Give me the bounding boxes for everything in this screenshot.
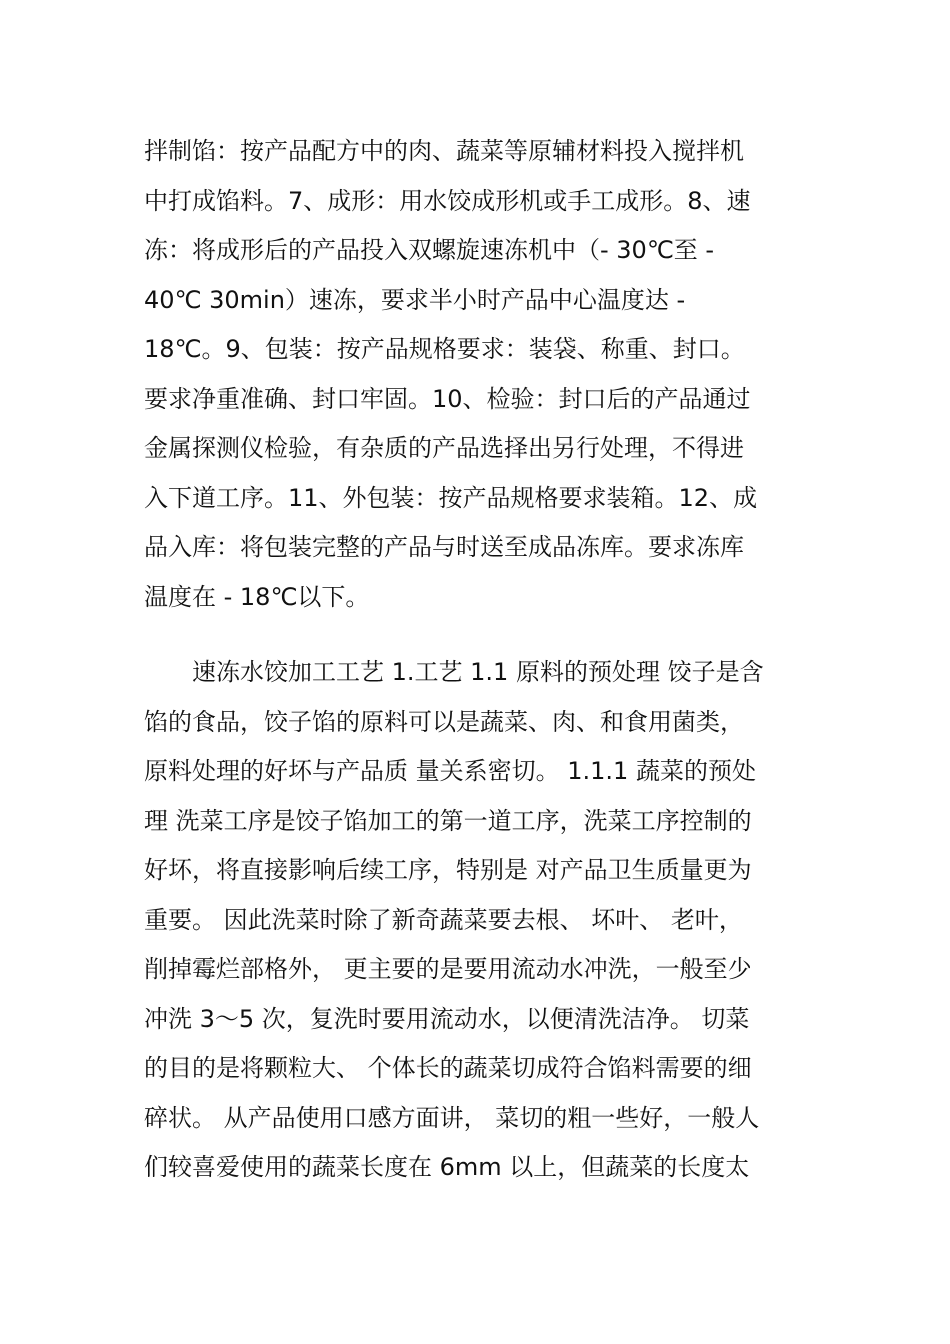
paragraph-dumpling-craft xyxy=(144,648,814,1193)
text-line: 拌制馅：按产品配方中的肉、蔬菜等原辅材料投入搅拌机 xyxy=(144,137,744,165)
text-line: 18℃。9、包装：按产品规格要求：装袋、称重、封口。 xyxy=(144,335,745,363)
text-line: 要求净重准确、封口牢固。10、检验：封口后的产品通过 xyxy=(144,384,751,413)
text-line: 的目的是将颗粒大、 个体长的蔬菜切成符合馅料需要的细 xyxy=(144,1054,752,1082)
text-line: 好坏，将直接影响后续工序，特别是 对产品卫生质量更为 xyxy=(144,856,752,884)
paragraph-freezing-process xyxy=(144,127,814,622)
text-line: 们较喜爱使用的蔬菜长度在 6mm 以上，但蔬菜的长度太 xyxy=(144,1153,750,1181)
text-line: 重要。 因此洗菜时除了新奇蔬菜要去根、 坏叶、 老叶， xyxy=(144,905,743,934)
text-line: 原料处理的好坏与产品质 量关系密切。 1.1.1 蔬菜的预处 xyxy=(144,757,756,785)
text-line: 馅的食品，饺子馅的原料可以是蔬菜、肉、和食用菌类， xyxy=(144,707,744,736)
text-line: 速冻水饺加工工艺 1.工艺 1.1 原料的预处理 饺子是含 xyxy=(144,658,764,686)
text-line: 削掉霉烂部格外， 更主要的是要用流动水冲洗，一般至少 xyxy=(144,955,752,983)
text-line: 碎状。 从产品使用口感方面讲， 菜切的粗一些好，一般人 xyxy=(144,1103,760,1132)
text-line: 理 洗菜工序是饺子馅加工的第一道工序，洗菜工序控制的 xyxy=(144,806,752,835)
text-line: 中打成馅料。7、成形：用水饺成形机或手工成形。8、速 xyxy=(144,186,751,215)
text-line: 入下道工序。11、外包装：按产品规格要求装箱。12、成 xyxy=(144,483,758,512)
text-line: 冲洗 3～5 次，复洗时要用流动水，以便清洗洁净。 切菜 xyxy=(144,1004,750,1033)
text-line: 温度在 - 18℃以下。 xyxy=(144,582,370,611)
text-line: 40℃ 30min）速冻，要求半小时产品中心温度达 - xyxy=(144,285,686,314)
text-line: 品入库：将包装完整的产品与时送至成品冻库。要求冻库 xyxy=(144,533,744,561)
text-line: 冻：将成形后的产品投入双螺旋速冻机中（- 30℃至 - xyxy=(144,236,715,264)
text-line: 金属探测仪检验，有杂质的产品选择出另行处理，不得进 xyxy=(144,434,744,462)
